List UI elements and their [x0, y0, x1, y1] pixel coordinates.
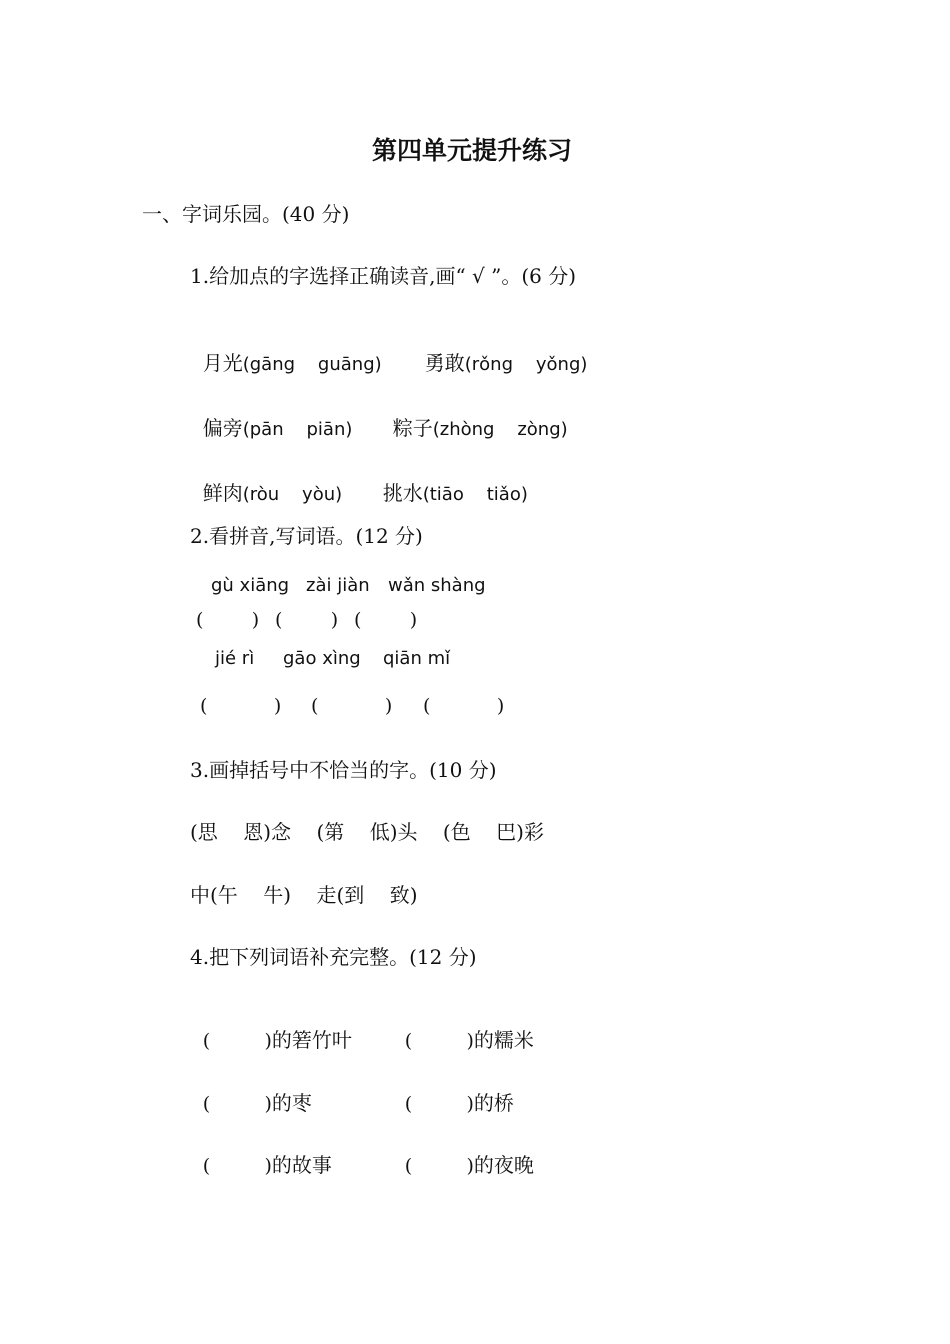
q4-item	[190, 1135, 332, 1176]
q4-prompt: 4.把下列词语补充完整。(12 分)	[190, 945, 477, 969]
q1-options[interactable]: (gāng guāng)	[242, 354, 382, 375]
q1-prompt: 1.给加点的字选择正确读音,画“ √ ”。(6 分)	[190, 264, 577, 288]
q4-text: 的故事	[271, 1153, 332, 1177]
q4-item	[392, 1010, 534, 1051]
answer-blank[interactable]: ( )	[202, 1155, 272, 1177]
page-title: 第四单元提升练习	[372, 136, 573, 165]
answer-blank[interactable]: ( )	[202, 1030, 272, 1052]
answer-blank[interactable]: ( )	[200, 695, 282, 717]
answer-blank[interactable]: ( )	[275, 609, 339, 631]
q1-word: 偏旁	[202, 416, 243, 440]
q1-row-3b	[370, 463, 528, 504]
q2-pinyin: gù xiāng	[211, 575, 290, 596]
section-heading: 一、字词乐园。(40 分)	[142, 202, 350, 226]
answer-blank[interactable]: ( )	[404, 1155, 474, 1177]
q2-pinyin: qiān mǐ	[383, 648, 451, 669]
q1-row-2b	[380, 398, 568, 439]
q1-options[interactable]: (zhòng zòng)	[432, 419, 568, 440]
q1-options[interactable]: (pān piān)	[242, 419, 353, 440]
q3-line-1[interactable]: (思 恩)念 (第 低)头 (色 巴)彩	[190, 820, 544, 844]
q1-row-2	[190, 398, 352, 439]
q2-prompt: 2.看拼音,写词语。(12 分)	[190, 524, 423, 548]
q2-pinyin: gāo xìng	[283, 648, 361, 669]
q1-word: 粽子	[392, 416, 433, 440]
q4-text: 的夜晚	[473, 1153, 534, 1177]
q4-text: 的箬竹叶	[271, 1028, 352, 1052]
q4-text: 的糯米	[473, 1028, 534, 1052]
q1-options[interactable]: (rǒng yǒng)	[464, 354, 588, 375]
q1-options[interactable]: (tiāo tiǎo)	[422, 484, 528, 505]
q3-line-2[interactable]: 中(午 牛) 走(到 致)	[190, 883, 418, 907]
answer-blank[interactable]: ( )	[423, 695, 505, 717]
answer-blank[interactable]: ( )	[354, 609, 418, 631]
answer-blank[interactable]: ( )	[404, 1030, 474, 1052]
answer-blank[interactable]: ( )	[196, 609, 260, 631]
q1-row-3	[190, 463, 342, 504]
q4-text: 的桥	[473, 1091, 514, 1115]
q1-word: 勇敢	[424, 351, 465, 375]
q2-pinyin: jié rì	[215, 648, 255, 669]
answer-blank[interactable]: ( )	[404, 1093, 474, 1115]
q1-word: 挑水	[382, 481, 423, 505]
q3-prompt: 3.画掉括号中不恰当的字。(10 分)	[190, 758, 497, 782]
q4-item	[190, 1010, 352, 1051]
answer-blank[interactable]: ( )	[311, 695, 393, 717]
q2-pinyin: zài jiàn	[306, 575, 370, 596]
answer-blank[interactable]: ( )	[202, 1093, 272, 1115]
q1-word: 鲜肉	[202, 481, 243, 505]
q1-row-1	[190, 333, 382, 374]
q1-row-1b	[412, 333, 587, 374]
q4-item	[392, 1135, 534, 1176]
q4-item	[190, 1073, 312, 1114]
q1-word: 月光	[202, 351, 243, 375]
q4-item	[392, 1073, 514, 1114]
q2-pinyin: wǎn shàng	[388, 575, 486, 596]
q1-options[interactable]: (ròu yòu)	[242, 484, 343, 505]
q4-text: 的枣	[271, 1091, 312, 1115]
